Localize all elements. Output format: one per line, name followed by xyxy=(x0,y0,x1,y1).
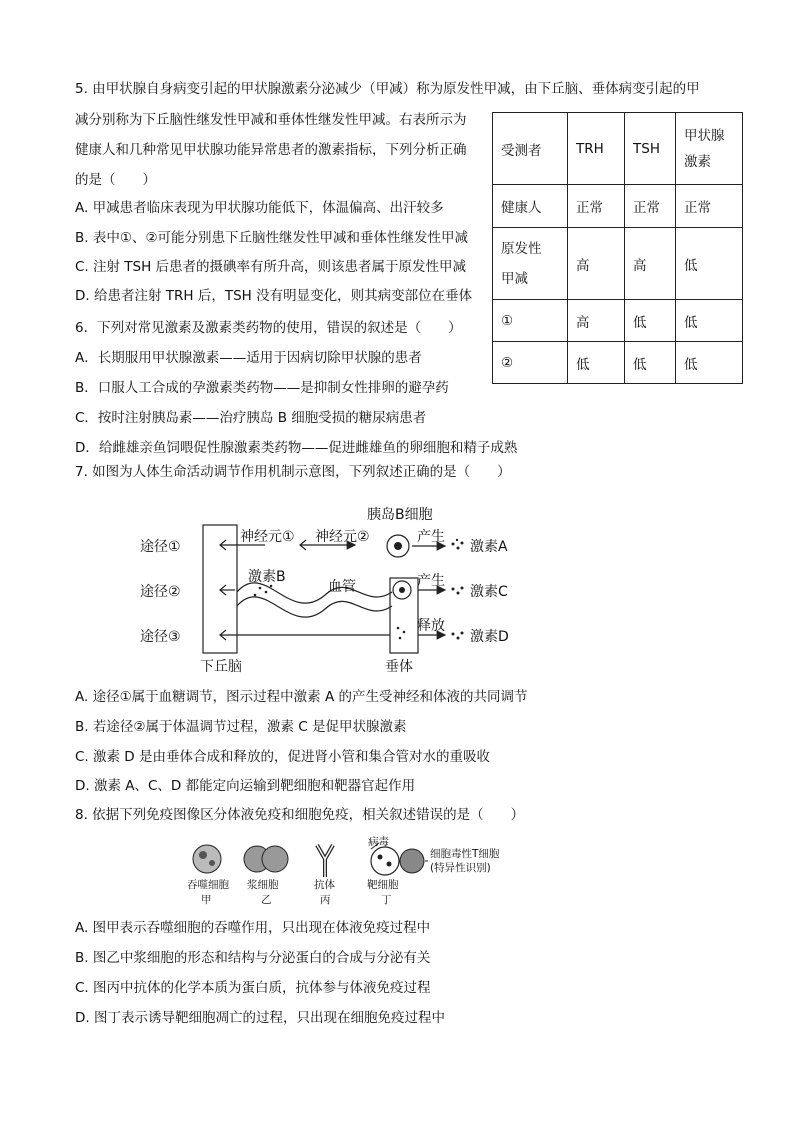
q8-option-b: B. 图乙中浆细胞的形态和结构与分泌蛋白的合成与分泌有关 xyxy=(75,950,431,966)
table-header-cell: TRH xyxy=(568,113,625,185)
table-header-cell xyxy=(676,113,743,185)
q6-option-a: A．长期服用甲状腺激素——适用于因病切除甲状腺的患者 xyxy=(75,350,422,366)
q5-stem-line4: 的是（ ） xyxy=(75,172,156,188)
neuron-2-label: 神经元② xyxy=(315,529,370,545)
q6-option-b: B．口服人工合成的孕激素类药物——是抑制女性排卵的避孕药 xyxy=(75,380,449,396)
table-cell: 健康人 xyxy=(493,185,568,228)
table-cell: 低 xyxy=(625,342,676,384)
table-row xyxy=(493,228,743,300)
q5-option-b: B. 表中①、②可能分别患下丘脑性继发性甲减和垂体性继发性甲减 xyxy=(75,230,469,246)
table-row xyxy=(493,342,743,384)
produce-label-1: 产生 xyxy=(417,529,445,545)
table-header-thyroid-2: 激素 xyxy=(684,153,711,170)
route-1-label: 途径① xyxy=(140,539,181,555)
plasma-cell-label: 浆细胞 xyxy=(247,879,279,891)
q6-option-c: C．按时注射胰岛素——治疗胰岛 B 细胞受损的糖尿病患者 xyxy=(75,410,427,426)
immune-figure xyxy=(185,835,555,910)
islet-b-cell-label: 胰岛B细胞 xyxy=(367,507,433,523)
q5-stem-line3: 健康人和几种常见甲状腺功能异常患者的激素指标，下列分析正确 xyxy=(75,142,467,158)
table-cell: 低 xyxy=(568,342,625,384)
antibody-label: 抗体 xyxy=(314,879,335,891)
q7-stem: 7. 如图为人体生命活动调节作用机制示意图，下列叙述正确的是（ ） xyxy=(75,464,511,480)
figure-bing-label: 丙 xyxy=(320,894,331,906)
figure-yi-label: 乙 xyxy=(261,894,272,906)
table-cell: 低 xyxy=(625,300,676,342)
q8-option-a: A. 图甲表示吞噬细胞的吞噬作用，只出现在体液免疫过程中 xyxy=(75,920,431,936)
blood-vessel-label: 血管 xyxy=(328,579,356,595)
table-cell xyxy=(493,228,568,300)
cytotoxic-t-cell-label: 细胞毒性T细胞 xyxy=(430,848,500,860)
hormone-table xyxy=(492,112,743,384)
table-row xyxy=(493,300,743,342)
hormone-d-label: 激素D xyxy=(470,629,509,645)
table-header-cell: 受测者 xyxy=(493,113,568,185)
q7-option-d: D. 激素 A、C、D 都能定向运输到靶细胞和靶器官起作用 xyxy=(75,778,416,794)
q8-option-c: C. 图丙中抗体的化学本质为蛋白质，抗体参与体液免疫过程 xyxy=(75,980,431,996)
specific-recognition-label: (特异性识别) xyxy=(430,862,491,874)
table-cell: ① xyxy=(493,300,568,342)
q5-stem-line2: 减分别称为下丘脑性继发性甲减和垂体性继发性甲减。右表所示为 xyxy=(75,112,467,128)
table-cell: 正常 xyxy=(676,185,743,228)
route-3-label: 途径③ xyxy=(140,629,181,645)
table-cell: 正常 xyxy=(568,185,625,228)
q5-option-c: C. 注射 TSH 后患者的摄碘率有所升高，则该患者属于原发性甲减 xyxy=(75,259,467,275)
q5-option-a: A. 甲减患者临床表现为甲状腺功能低下，体温偏高、出汗较多 xyxy=(75,200,444,216)
phagocyte-label: 吞噬细胞 xyxy=(187,879,229,891)
figure-ding-label: 丁 xyxy=(381,894,392,906)
table-header-thyroid-1: 甲状腺 xyxy=(684,127,725,144)
table-cell: 低 xyxy=(676,342,743,384)
hormone-c-label: 激素C xyxy=(470,584,508,600)
q5-option-d: D. 给患者注射 TRH 后，TSH 没有明显变化，则其病变部位在垂体 xyxy=(75,288,473,304)
table-cell-line: 甲减 xyxy=(501,270,528,287)
q6-option-d: D．给雌雄亲鱼饲喂促性腺激素类药物——促进雌雄鱼的卵细胞和精子成熟 xyxy=(75,440,518,456)
q6-stem: 6．下列对常见激素及激素类药物的使用，错误的叙述是（ ） xyxy=(75,320,462,336)
q5-stem-line1: 5. 由甲状腺自身病变引起的甲状腺激素分泌减少（甲减）称为原发性甲减，由下丘脑、垂体病变引起的甲 xyxy=(75,81,700,97)
pituitary-label: 垂体 xyxy=(385,659,413,675)
hypothalamus-label: 下丘脑 xyxy=(200,659,242,675)
table-row xyxy=(493,185,743,228)
q7-option-a: A. 途径①属于血糖调节，图示过程中激素 A 的产生受神经和体液的共同调节 xyxy=(75,689,528,705)
table-cell: 高 xyxy=(568,228,625,300)
hormone-a-label: 激素A xyxy=(470,539,508,555)
table-cell: 低 xyxy=(676,228,743,300)
virus-label: 病毒 xyxy=(368,836,389,848)
neuron-1-label: 神经元① xyxy=(240,529,295,545)
produce-label-2: 产生 xyxy=(417,573,445,589)
table-cell: 正常 xyxy=(625,185,676,228)
figure-jia-label: 甲 xyxy=(201,894,212,906)
q7-option-c: C. 激素 D 是由垂体合成和释放的，促进肾小管和集合管对水的重吸收 xyxy=(75,749,490,765)
table-header-cell: TSH xyxy=(625,113,676,185)
route-2-label: 途径② xyxy=(140,584,181,600)
q8-option-d: D. 图丁表示诱导靶细胞凋亡的过程，只出现在细胞免疫过程中 xyxy=(75,1010,445,1026)
table-cell-line: 原发性 xyxy=(501,240,542,257)
q7-option-b: B. 若途径②属于体温调节过程，激素 C 是促甲状腺激素 xyxy=(75,719,407,735)
table-header-row xyxy=(493,113,743,185)
q8-stem: 8. 依据下列免疫图像区分体液免疫和细胞免疫，相关叙述错误的是（ ） xyxy=(75,807,525,823)
regulation-diagram xyxy=(140,500,560,680)
table-cell: ② xyxy=(493,342,568,384)
release-label: 释放 xyxy=(417,618,445,634)
hormone-b-label: 激素B xyxy=(248,569,286,585)
table-cell: 低 xyxy=(676,300,743,342)
table-cell: 高 xyxy=(568,300,625,342)
table-cell: 高 xyxy=(625,228,676,300)
target-cell-label: 靶细胞 xyxy=(367,879,399,891)
